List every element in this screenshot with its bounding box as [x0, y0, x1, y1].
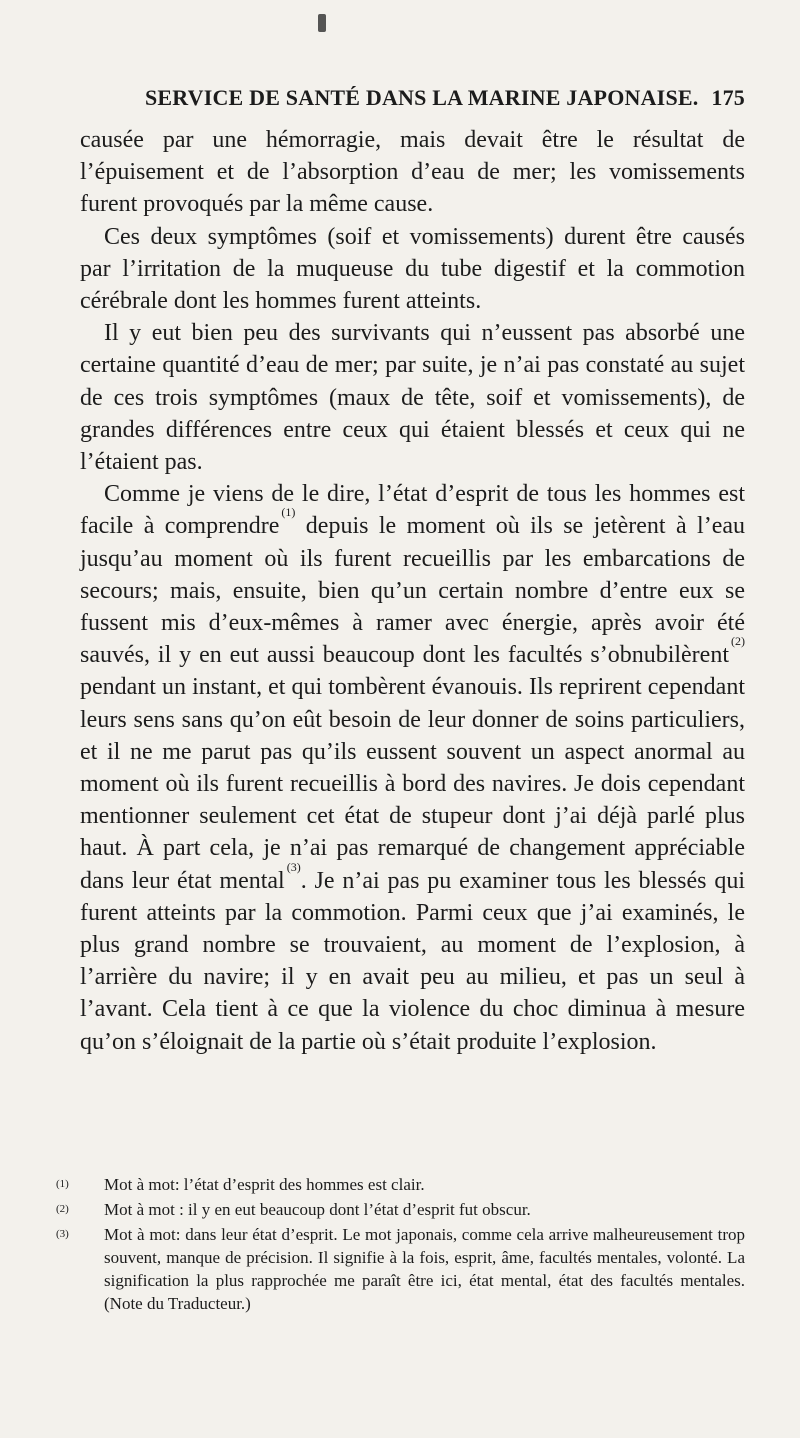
paragraph-text: Comme je viens de le dire, l’état d’esprit de tous les hommes est facile à comprendre: [80, 481, 745, 540]
footnote-text: Mot à mot: dans leur état d’esprit. Le mot japonais, comme cela arrive malheureusement trop souvent, manque de précision. Il signifie à la fois, esprit, âme, facultés mentales, volonté. La signification la plus rapprochée me paraît être ici, état mental, état des facultés mentales. (Note du Traducteur.): [104, 1225, 745, 1313]
body-text: [80, 124, 745, 1058]
footnote-reference: (2): [731, 634, 745, 649]
running-title: SERVICE DE SANTÉ DANS LA MARINE JAPONAISE.: [145, 85, 699, 110]
body-paragraph: [80, 124, 745, 221]
body-paragraph: [80, 221, 745, 318]
footnote-reference: (3): [286, 859, 301, 874]
page-number: 175: [711, 85, 745, 110]
paragraph-text: causée par une hémorragie, mais devait être le résultat de l’épuisement et de l’absorption d’eau de mer; les vomissements furent provoqués par la même cause.: [80, 127, 745, 218]
footnote-reference: (1): [281, 505, 296, 520]
footnote-text: Mot à mot: l’état d’esprit des hommes est clair.: [104, 1175, 425, 1194]
body-paragraph: [80, 317, 745, 478]
footnote: [56, 1198, 745, 1221]
paragraph-text: depuis le moment où ils se jetèrent à l’eau jusqu’au moment où ils furent recueillis par les embarcations de secours; mais, ensuite, bien qu’un certain nombre d’entre eux se fussent mis d’eux-mêmes à ramer avec énergie, après avoir été sauvés, il y en eut aussi beaucoup dont les facultés s’obnubilèrent: [80, 513, 746, 669]
footnote: [56, 1173, 745, 1196]
footnote-marker: (1): [56, 1178, 69, 1190]
paragraph-text: pendant un instant, et qui tombèrent évanouis. Ils reprirent cependant leurs sens sans qu’on eût besoin de leur donner de soins particuliers, et il ne me parut pas qu’ils eussent souvent un aspect anormal au moment où ils furent recueillis à bord des navires. Je dois cependant mentionner seulement cet état de stupeur dont j’ai déjà parlé plus haut. À part cela, je n’ai pas remarqué de changement appréciable dans leur état mental: [80, 674, 745, 894]
footnote-text: Mot à mot : il y en eut beaucoup dont l’état d’esprit fut obscur.: [104, 1200, 531, 1219]
footnotes: [56, 1173, 745, 1317]
body-paragraph: [80, 478, 745, 1058]
footnote: [56, 1223, 745, 1315]
print-speck: [318, 14, 326, 32]
running-header: [145, 80, 745, 116]
paragraph-text: Ces deux symptômes (soif et vomissements) durent être causés par l’irritation de la muqueuse du tube digestif et la commotion cérébrale dont les hommes furent atteints.: [80, 223, 745, 315]
paragraph-text: . Je n’ai pas pu examiner tous les blessés qui furent atteints par la commotion. Parmi ceux que j’ai examinés, le plus grand nombre se trouvaient, au moment de l’explosion, à l’arrière du navire; il y en avait peu au milieu, et pas un seul à l’avant. Cela tient à ce que la violence du choc diminua à mesure qu’on s’éloignait de la partie où s’était produite l’explosion.: [80, 867, 745, 1055]
paragraph-text: Il y eut bien peu des survivants qui n’eussent pas absorbé une certaine quantité d’eau de mer; par suite, je n’ai pas constaté au sujet de ces trois symptômes (maux de tête, soif et vomissements), de grandes différences entre ceux qui étaient blessés et ceux qui ne l’étaient pas.: [80, 320, 745, 476]
footnote-marker: (3): [56, 1228, 69, 1240]
footnote-marker: (2): [56, 1203, 69, 1215]
